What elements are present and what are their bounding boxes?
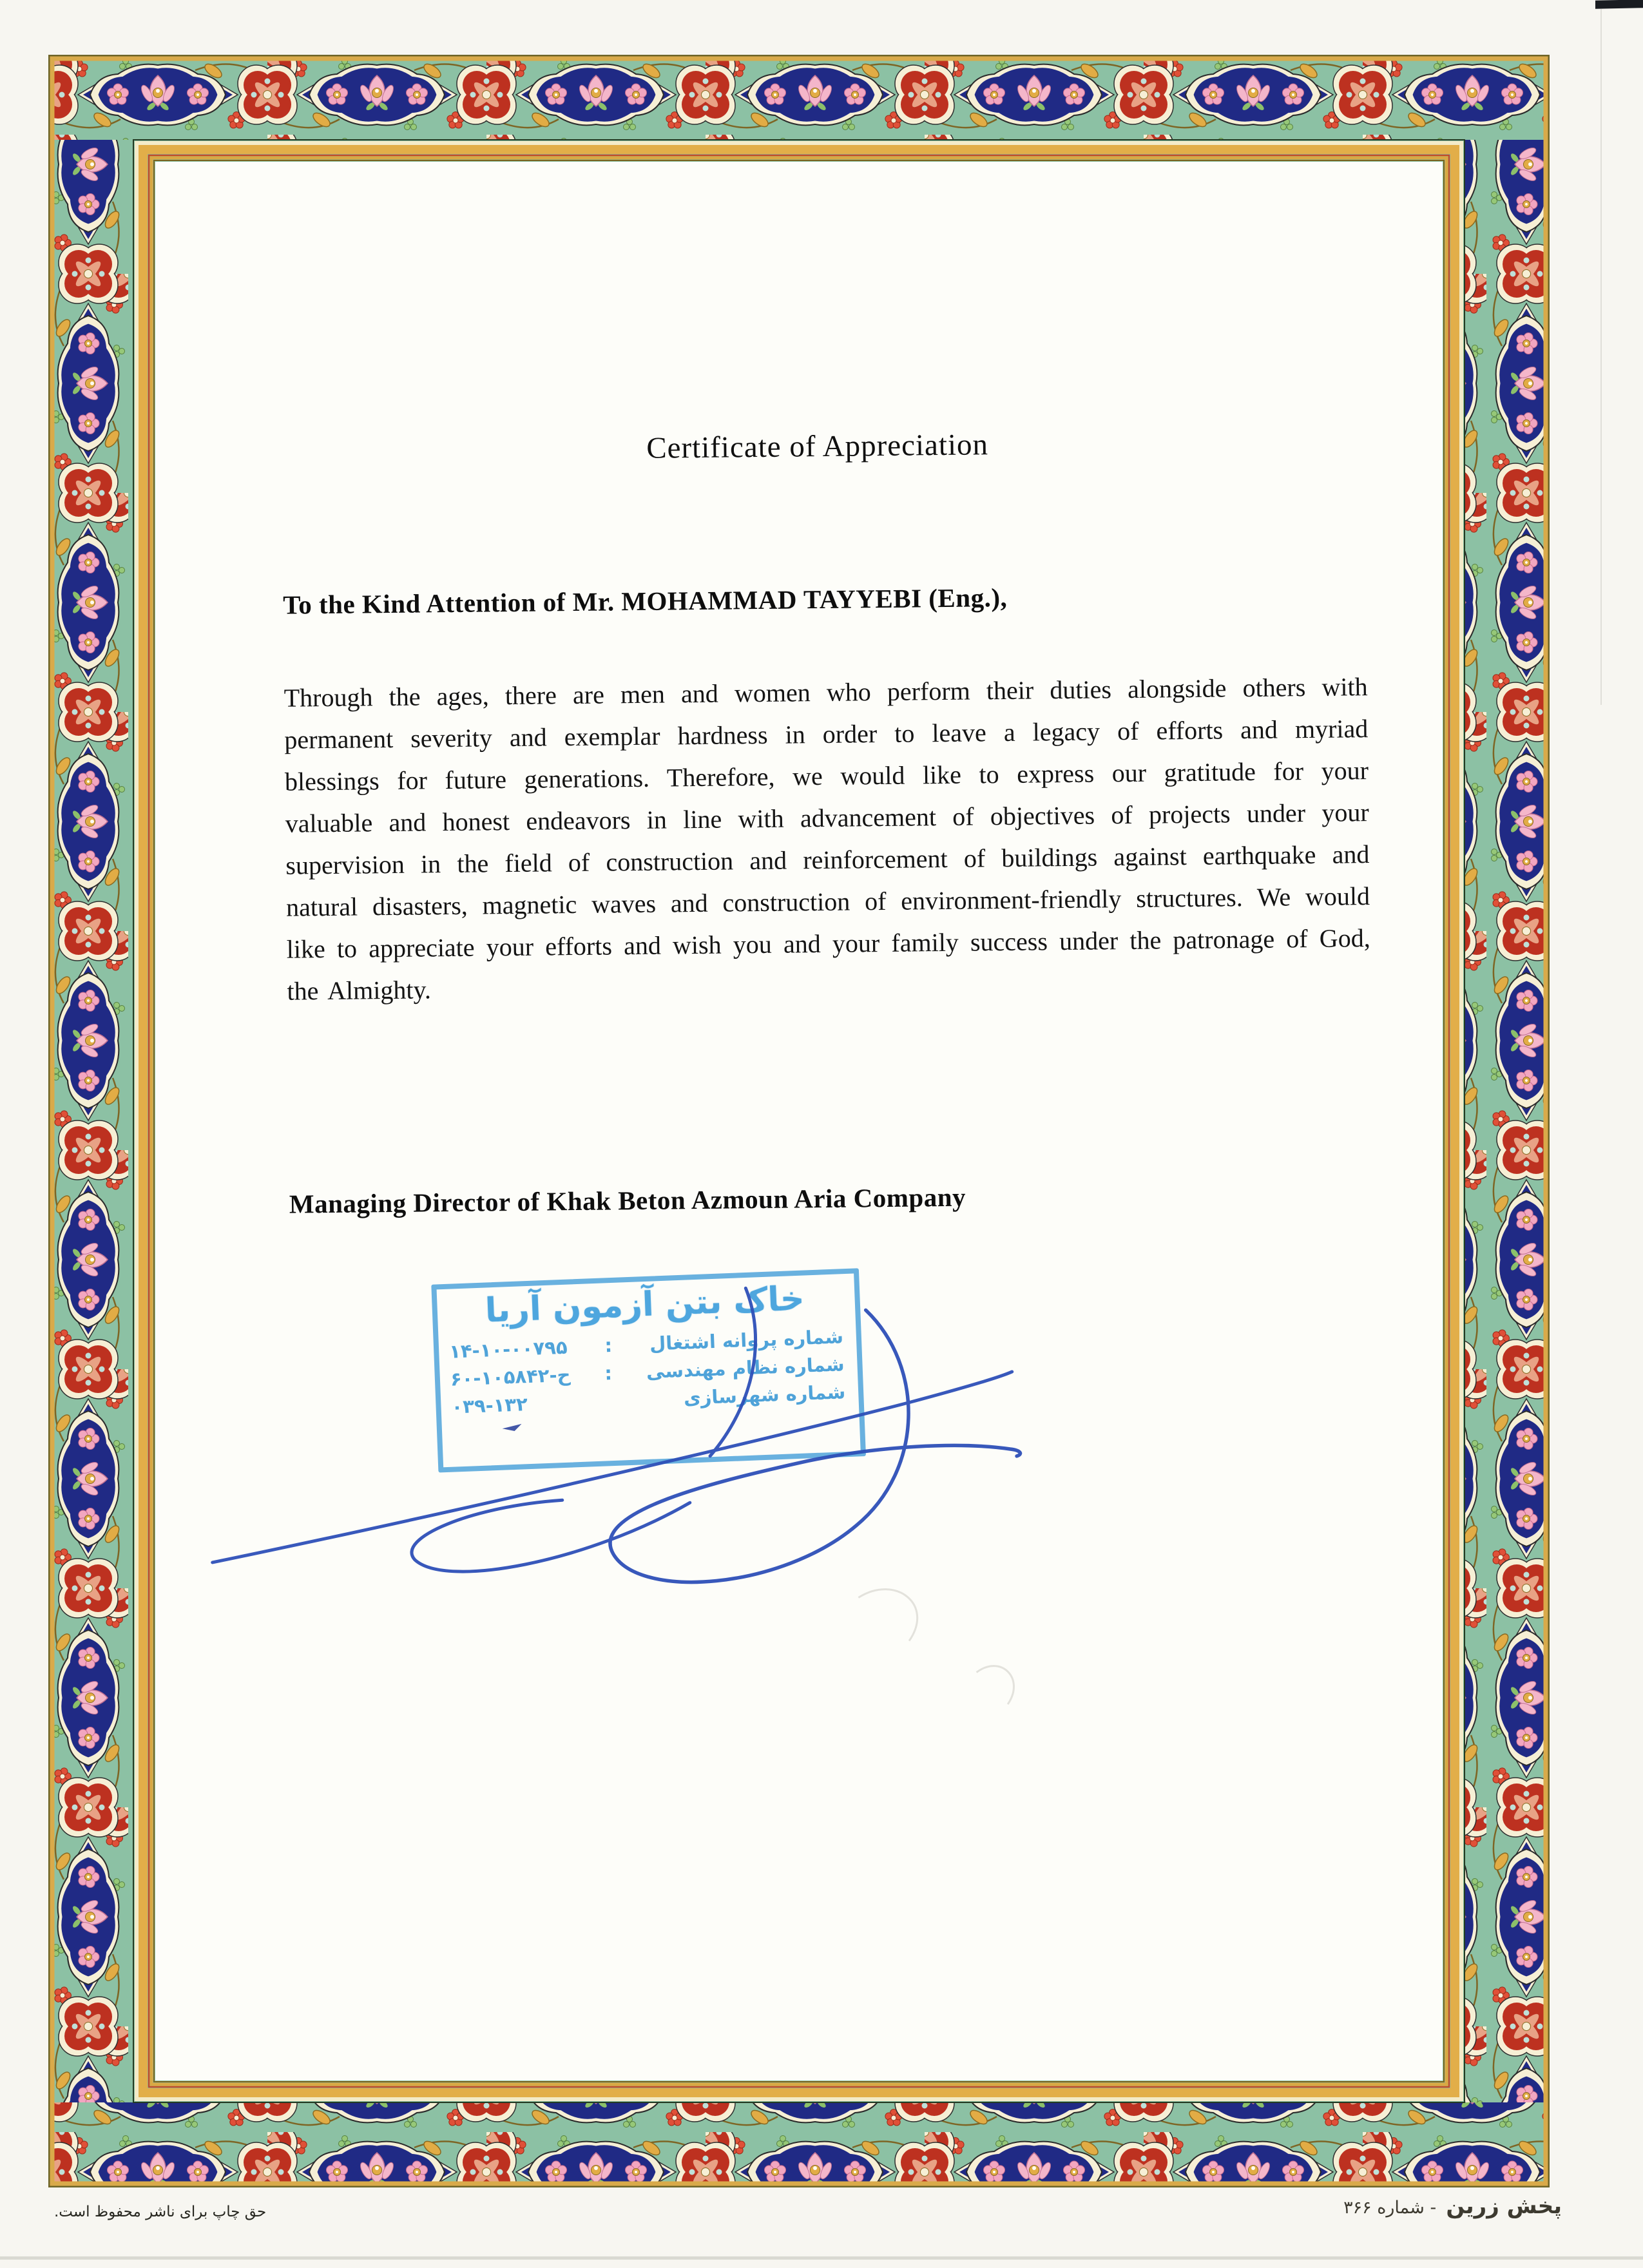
- body-paragraph: Through the ages, there are men and women who perform their duties alongside others with permanent severity and exemplar hardness in order to leave a legacy of efforts and myriad blessings for future generations. Therefore, we would like to express our gratitude for your valuable and honest endeavors in line with advancement of objectives of projects under your supervision in the field of construction and reinforcement of buildings against earthquake and natural disasters, magnetic waves and construction of environment-friendly structures. We would like to appreciate your efforts and wish you and your family success under the patronage of God, the Almighty.: [283, 672, 1370, 1006]
- stamp-row-colon: :: [604, 1362, 613, 1385]
- pencil-smudge: [858, 1588, 1014, 1706]
- certificate-title: Certificate of Appreciation: [646, 428, 989, 465]
- signatory-line: Managing Director of Khak Beton Azmoun Aria Company: [289, 1182, 966, 1219]
- stamp-row-label: شماره نظام مهندسی: [646, 1353, 845, 1383]
- stamp-row-label: شماره پروانه اشتغال: [649, 1325, 844, 1355]
- scan-artifact-topright: [1595, 0, 1643, 9]
- footer-publisher-brand: پخش زرین: [1446, 2193, 1562, 2219]
- stamp-company-name: خاک بتن آزمون آریا: [484, 1279, 805, 1331]
- scan-line-right: [1600, 9, 1602, 705]
- stamp-row-value: ۰۳۹-۱۳۲: [450, 1393, 528, 1418]
- stamp-row-value: ۶۰-ح-۱۰۵۸۴۲: [450, 1363, 572, 1390]
- scan-edge-bottom: [0, 2256, 1643, 2260]
- company-stamp: [431, 1268, 866, 1472]
- addressee-line: To the Kind Attention of Mr. MOHAMMAD TAYYEBI (Eng.),: [282, 582, 1008, 620]
- stamp-row-label: شماره شهرسازی: [683, 1381, 846, 1409]
- stamp-row-value: ۱۴-۱۰-۰۰۷۹۵: [448, 1336, 568, 1363]
- footer-copyright-note: حق چاپ برای ناشر محفوظ است.: [54, 2204, 267, 2220]
- footer-publisher-note: [1343, 2193, 1562, 2219]
- footer-publisher-number: - شماره ۳۶۶: [1343, 2198, 1437, 2218]
- stamp-rows: [449, 1325, 846, 1418]
- stamp-row-colon: :: [604, 1334, 613, 1357]
